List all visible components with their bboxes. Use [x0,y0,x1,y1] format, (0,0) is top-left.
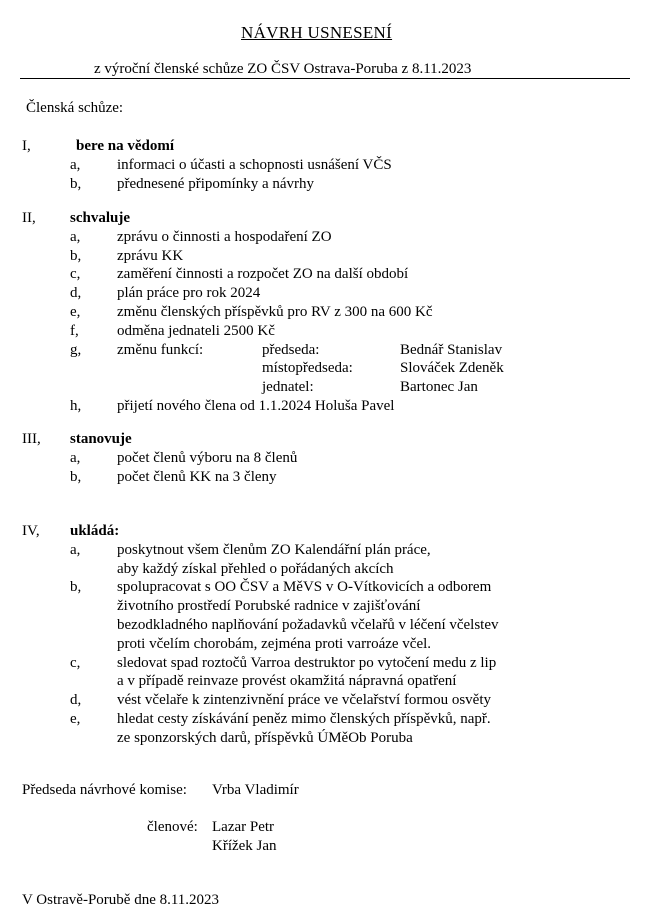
item-letter: g, [70,341,82,358]
item-letter: c, [70,266,81,283]
function-name: Slováček Zdeněk [400,360,504,377]
item-letter: a, [70,156,81,173]
header-divider [20,78,630,79]
section-number: II, [22,210,36,226]
intro-text: Členská schůze: [26,100,124,116]
item-text: a v případě reinvaze provést okamžitá nápravná opatření [117,673,457,690]
document-subtitle: z výroční členské schůze ZO ČSV Ostrava-Poruba z 8.11.2023 [94,61,472,77]
item-text: plán práce pro rok 2024 [117,285,261,302]
committee-member: Křížek Jan [212,838,277,854]
item-text: informaci o účasti a schopnosti usnášení VČS [117,156,392,173]
item-text: spolupracovat s OO ČSV a MěVS v O-Vítkovicích a odborem [117,579,492,596]
item-text: odměna jednateli 2500 Kč [117,322,275,339]
section-heading: stanovuje [70,431,132,447]
item-text: přednesené připomínky a návrhy [117,175,315,192]
item-text: proti včelím chorobám, zejména proti varroáze včel. [117,635,432,652]
place-and-date: V Ostravě-Porubě dne 8.11.2023 [22,892,220,908]
function-role: předseda: [262,341,320,358]
item-text: počet členů výboru na 8 členů [117,449,298,466]
item-letter: d, [70,285,82,302]
function-name: Bednář Stanislav [400,341,503,358]
item-letter: b, [70,579,82,596]
item-text: změnu funkcí: [117,341,204,358]
section-number: III, [22,431,41,447]
section-heading: schvaluje [70,210,130,226]
function-role: místopředseda: [262,360,353,377]
committee-members-label: členové: [147,819,198,835]
item-letter: c, [70,654,81,671]
item-letter: a, [70,541,81,558]
item-letter: a, [70,449,81,466]
item-text: počet členů KK na 3 členy [117,468,277,485]
item-text: ze sponzorských darů, příspěvků ÚMěOb Poruba [117,729,413,746]
item-text: bezodkladného naplňování požadavků včelařů v léčení včelstev [117,617,499,633]
item-text: zprávu o činnosti a hospodaření ZO [117,228,332,245]
item-letter: b, [70,247,82,264]
function-role: jednatel: [262,379,314,396]
item-letter: e, [70,711,81,727]
item-letter: b, [70,468,82,485]
item-letter: h, [70,398,82,414]
section-heading: ukládá: [70,523,120,539]
item-text: zaměření činnosti a rozpočet ZO na další období [117,266,409,283]
section-heading: bere na vědomí [76,138,175,154]
section-number: I, [22,138,31,154]
item-letter: f, [70,322,79,339]
item-text: zprávu KK [117,247,184,264]
item-text: poskytnout všem členům ZO Kalendářní plán práce, [117,541,431,558]
document-title: NÁVRH USNESENÍ [241,23,393,42]
item-text: vést včelaře k zintenzivnění práce ve včelařství formou osvěty [117,692,492,709]
item-text: aby každý získal přehled o pořádaných akcích [117,560,394,577]
item-text: přijetí nového člena od 1.1.2024 Holuša Pavel [117,398,395,414]
item-letter: d, [70,692,82,709]
item-letter: e, [70,304,81,320]
function-name: Bartonec Jan [400,379,478,396]
item-letter: b, [70,175,82,192]
section-number: IV, [22,523,40,539]
committee-chair-label: Předseda návrhové komise: [22,782,187,798]
committee-member: Lazar Petr [212,819,275,835]
committee-chair-name: Vrba Vladimír [212,782,299,798]
item-letter: a, [70,228,81,245]
item-text: hledat cesty získávání peněz mimo členských příspěvků, např. [117,711,491,727]
item-text: změnu členských příspěvků pro RV z 300 na 600 Kč [117,304,433,320]
item-text: životního prostředí Porubské radnice v zajišťování [117,598,421,615]
item-text: sledovat spad roztočů Varroa destruktor po vytočení medu z lip [117,654,497,671]
